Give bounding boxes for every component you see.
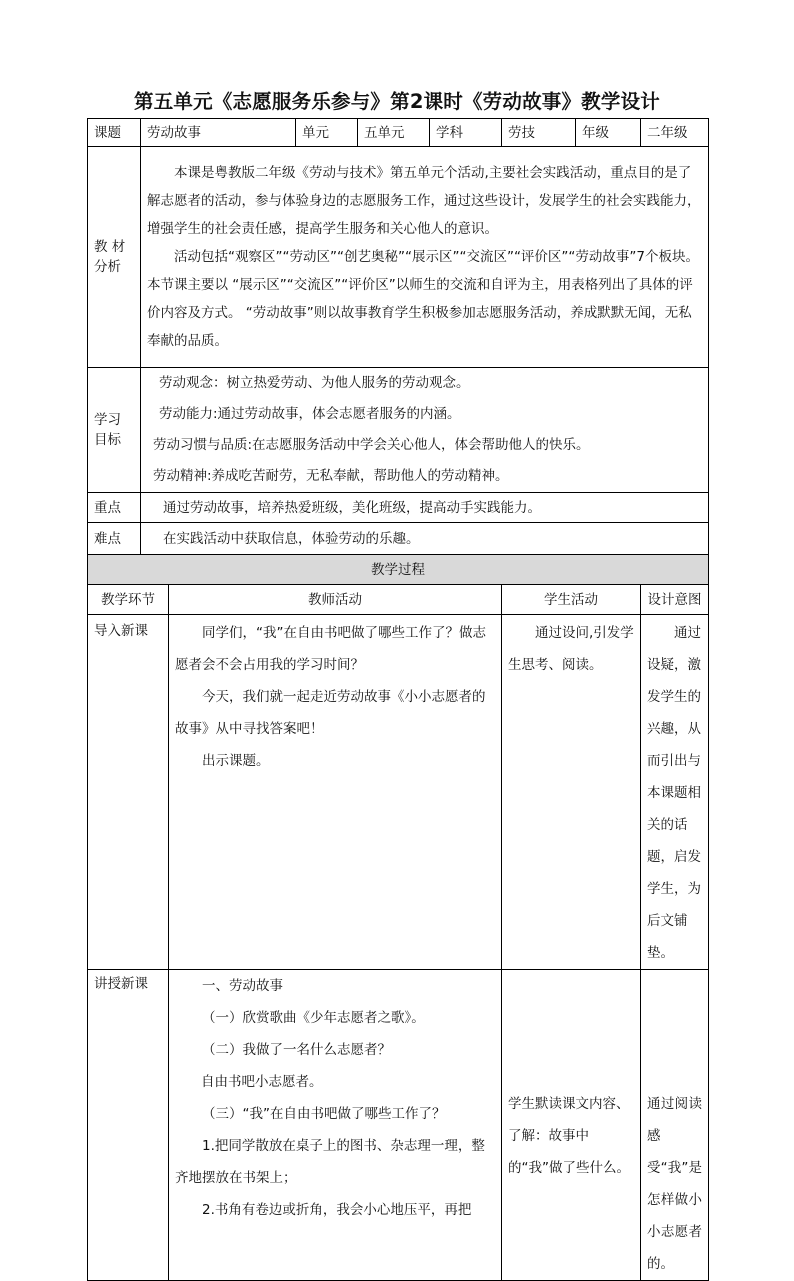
- teacher-line: （一）欣赏歌曲《少年志愿者之歌》。: [202, 1010, 425, 1026]
- difficulty-label: 难点: [88, 523, 141, 555]
- analysis-paragraph: 本课是粤教版二年级《劳动与技术》第五单元个活动,主要社会实践活动，重点目的是了解志愿者的活动，参与体验身边的志愿服务工作，通过这些设计，发展学生的社会实践能力，增强学生的社会责任感，提高学生服务和关心他人的意识。: [147, 165, 701, 237]
- process-header-row: [88, 585, 709, 615]
- process-row: [88, 970, 709, 1281]
- key-point-label: 重点: [88, 493, 141, 523]
- teacher-cell: [169, 615, 502, 970]
- analysis-label: 教 材 分析: [88, 147, 141, 368]
- objective-item: 劳动观念：树立热爱劳动、为他人服务的劳动观念。: [159, 375, 470, 391]
- analysis-content: [141, 147, 709, 368]
- lesson-plan-table: [87, 118, 709, 1281]
- objective-item: 劳动精神:养成吃苦耐劳，无私奉献，帮助他人的劳动精神。: [153, 468, 509, 484]
- teacher-line: 出示课题。: [202, 753, 270, 769]
- analysis-paragraph: 活动包括“观察区”“劳动区”“创艺奥秘”“展示区”“交流区”“评价区”“劳动故事”7个板块。本节课主要以 “展示区”“交流区”“评价区”以师生的交流和自评为主，用表格列出了具体的评价内容及方式。 “劳动故事”则以故事教育学生积极参加志愿服务活动，养成默默无闻，无私奉献的品质。: [147, 249, 700, 349]
- grade-value: 二年级: [641, 119, 709, 147]
- unit-label: 单元: [296, 119, 358, 147]
- process-heading: 教学过程: [88, 555, 709, 585]
- key-point-row: [88, 493, 709, 523]
- header-stage: 教学环节: [88, 585, 169, 615]
- objectives-row: [88, 368, 709, 493]
- unit-value: 五单元: [358, 119, 430, 147]
- objective-item: 劳动习惯与品质:在志愿服务活动中学会关心他人，体会帮助他人的快乐。: [153, 437, 590, 453]
- teacher-line: 1.把同学散放在桌子上的图书、杂志理一理，整齐地摆放在书架上；: [175, 1138, 485, 1186]
- intent-cell: 通过设疑，激发学生的兴趣，从而引出与本课题相关的话题，启发学生，为后文铺垫。: [641, 615, 709, 970]
- student-cell: 学生默读课文内容、了解：故事中的“我”做了些什么。: [502, 970, 641, 1281]
- header-teacher: 教师活动: [169, 585, 502, 615]
- difficulty-text: 在实践活动中获取信息，体验劳动的乐趣。: [141, 523, 709, 555]
- objectives-label: 学习 目标: [88, 368, 141, 493]
- objectives-content: [141, 368, 709, 493]
- student-cell: 通过设问,引发学生思考、阅读。: [502, 615, 641, 970]
- stage-cell: 讲授新课: [88, 970, 169, 1281]
- difficulty-row: [88, 523, 709, 555]
- key-point-text: 通过劳动故事，培养热爱班级，美化班级，提高动手实践能力。: [141, 493, 709, 523]
- objective-item: 劳动能力:通过劳动故事，体会志愿者服务的内涵。: [159, 406, 461, 422]
- subject-label: 学科: [430, 119, 502, 147]
- page-title: 第五单元《志愿服务乐参与》第2课时《劳动故事》教学设计: [134, 90, 660, 113]
- teacher-line: 2.书角有卷边或折角，我会小心地压平，再把: [202, 1202, 472, 1218]
- course-value: 劳动故事: [141, 119, 296, 147]
- process-heading-row: [88, 555, 709, 585]
- grade-label: 年级: [576, 119, 641, 147]
- info-row: [88, 119, 709, 147]
- header-student: 学生活动: [502, 585, 641, 615]
- course-label: 课题: [88, 119, 141, 147]
- analysis-row: [88, 147, 709, 368]
- teacher-line: （二）我做了一名什么志愿者？: [202, 1042, 391, 1058]
- stage-cell: 导入新课: [88, 615, 169, 970]
- subject-value: 劳技: [502, 119, 576, 147]
- teacher-line: 同学们，“我”在自由书吧做了哪些工作了？做志愿者会不会占用我的学习时间？: [175, 625, 486, 673]
- teacher-line: 今天，我们就一起走近劳动故事《小小志愿者的故事》从中寻找答案吧！: [175, 689, 486, 737]
- teacher-line: 自由书吧小志愿者。: [201, 1074, 323, 1090]
- intent-cell: 通过阅读感受“我”是怎样做小小志愿者的。: [641, 970, 709, 1281]
- teacher-line: （三）“我”在自由书吧做了哪些工作了？: [202, 1106, 446, 1122]
- process-row: [88, 615, 709, 970]
- header-intent: 设计意图: [641, 585, 709, 615]
- teacher-line: 一、劳动故事: [202, 978, 283, 994]
- teacher-cell: [169, 970, 502, 1281]
